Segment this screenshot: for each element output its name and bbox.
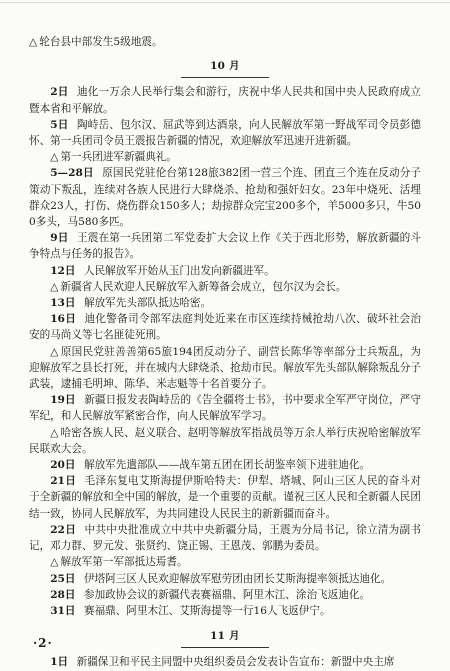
triangle-marker-icon: △ [50, 280, 59, 293]
day-label: 31日 [50, 604, 76, 617]
day-label: 12日 [50, 264, 76, 277]
entry-row [29, 522, 421, 554]
page-content [29, 34, 421, 671]
entry-row [29, 149, 421, 165]
entry-text: 新疆保卫和平民主同盟中央组织委员会发表讣告宣布：新盟中央主席 [76, 656, 395, 669]
entry-text: 王震在第一兵团第二军党委扩大会议上作《关于西北形势，解放新疆的斗争特点与任务的报告》。 [29, 232, 421, 261]
day-label: 1日 [50, 656, 69, 669]
entry-text: 赛福鼎、阿里木江、艾斯海提等一行16人飞返伊宁。 [84, 604, 331, 617]
entry-row [29, 425, 421, 457]
entry-row [29, 654, 421, 670]
entry-text: 解放军先遣部队——战车第五团在团长胡鉴率领下进驻迪化。 [84, 459, 371, 472]
entry-text: 新疆省人民欢迎人民解放军入新筹备会成立，包尔汉为会长。 [60, 280, 347, 293]
entry-row [29, 295, 421, 311]
entry-row [29, 571, 421, 587]
entry-row [29, 279, 421, 295]
day-label: 20日 [50, 459, 76, 472]
day-label: 2日 [50, 86, 69, 99]
entry-text: 人民解放军开始从玉门出发向新疆进军。 [84, 264, 275, 277]
entry-row [29, 554, 421, 570]
triangle-marker-icon: △ [50, 345, 59, 358]
day-label: 22日 [50, 523, 77, 536]
entry-row [29, 473, 421, 522]
entry-text: 迪化警备司令部军法庭判处近来在市区连续持械抢劫八次、破坏社会治安的马尚义等七名匪徒死刑。 [29, 313, 421, 342]
entry-row [29, 263, 421, 279]
entry-row [29, 230, 421, 262]
triangle-marker-icon: △ [50, 426, 59, 439]
top-item [29, 34, 421, 50]
day-label: 25日 [50, 572, 76, 585]
entry-row [29, 603, 421, 619]
entry-text: 哈密各族人民、赵义联合、赵明等解放军指战员等万余人举行庆祝哈密解放军民联欢大会。 [29, 426, 422, 455]
day-label: 28日 [50, 588, 76, 601]
month-divider [181, 647, 269, 648]
triangle-marker-icon: △ [50, 556, 59, 569]
entry-text: 伊塔阿三区人民欢迎解放军慰劳团由团长艾斯海提率领抵达迪化。 [84, 572, 392, 585]
october-entries [29, 84, 421, 619]
entry-text: 迪化一万余人民举行集会和游行，庆祝中华人民共和国中央人民政府成立暨本省和平解放。 [29, 86, 421, 115]
entry-text: 解放军先头部队抵达哈密。 [84, 297, 212, 310]
entry-row [29, 165, 421, 230]
entry-text: 原国民党驻善善第65旅194团反动分子、副营长陈华等率部分士兵叛乱，为迎解放军之县长打死，并在城内大肆烧杀、抢劫市民。解放军先头部队解除叛乱分子武装，逮捕毛明坤、陈华、米志魁等十名首要分子。 [29, 345, 421, 391]
entry-text: 原国民党驻伦台第128旅382团一营三个连、团直三个连在反动分子策动下叛乱，连续对各族人民进行大肆烧杀、抢劫和强奸妇女。23年中烧死、活埋群众23人，打伤、烧伤群众150多人；劫掠群众完宝200多个，羊5000多只，牛500多头，马580多匹。 [29, 167, 421, 229]
entry-text: 参加政协会议的新疆代表赛福鼎、阿里木江、涂治飞返迪化。 [84, 588, 371, 601]
day-label: 5日 [50, 118, 69, 131]
entry-text: 解放军第一军部抵达焉耆。 [60, 556, 188, 569]
november-entries [29, 654, 421, 670]
entry-text: 新疆日报发表陶峙岳的《告全疆将士书》，书中要求全军严守岗位，严守军纪，和人民解放军紧密合作，向人民解放军学习。 [29, 394, 421, 423]
entry-row [29, 311, 421, 343]
day-label: 13日 [50, 297, 76, 310]
month-heading-october: 10 月 [210, 60, 240, 73]
entry-row [29, 587, 421, 603]
day-label: 16日 [50, 313, 77, 326]
entry-row [29, 392, 421, 424]
entry-row [29, 117, 421, 149]
triangle-marker-icon: △ [29, 36, 38, 48]
entry-text: 陶峙岳、包尔汉、屈武等到达酒泉，向人民解放军第一野战军司令员彭德怀、第一兵团司令员王震报告新疆的情况，欢迎解放军迅速开进新疆。 [29, 118, 421, 148]
day-label: 19日 [50, 394, 76, 407]
entry-row [29, 84, 421, 116]
top-scan-edge [0, 2, 450, 3]
page-number: ·2· [33, 635, 53, 650]
day-label: 21日 [50, 475, 77, 488]
entry-row [29, 457, 421, 473]
day-label: 5—28日 [50, 167, 94, 180]
entry-text: 毛泽东复电艾斯海提伊斯哈特夫：伊犁、塔城、阿山三区人民的奋斗对于全新疆的解放和全中国的解放，是一个重要的贡献。谨祝三区人民和全新疆人民团结一致，协同人民解放军，为共同建设人民民主的新新疆而奋斗。 [29, 475, 421, 520]
entry-text: 中共中央批准成立中共中央新疆分局，王震为分局书记，徐立清为副书记，邓力群、罗元发、张贤约、饶正锡、王恩茂、郭鹏为委员。 [29, 523, 421, 553]
day-label: 9日 [50, 232, 69, 245]
month-heading-november: 11 月 [210, 630, 240, 643]
entry-text: 第一兵团进军新疆典礼。 [60, 151, 177, 164]
triangle-marker-icon: △ [50, 151, 59, 164]
top-item-text: 轮台县中部发生5级地震。 [39, 36, 163, 48]
entry-row [29, 344, 421, 393]
month-divider [181, 77, 269, 78]
